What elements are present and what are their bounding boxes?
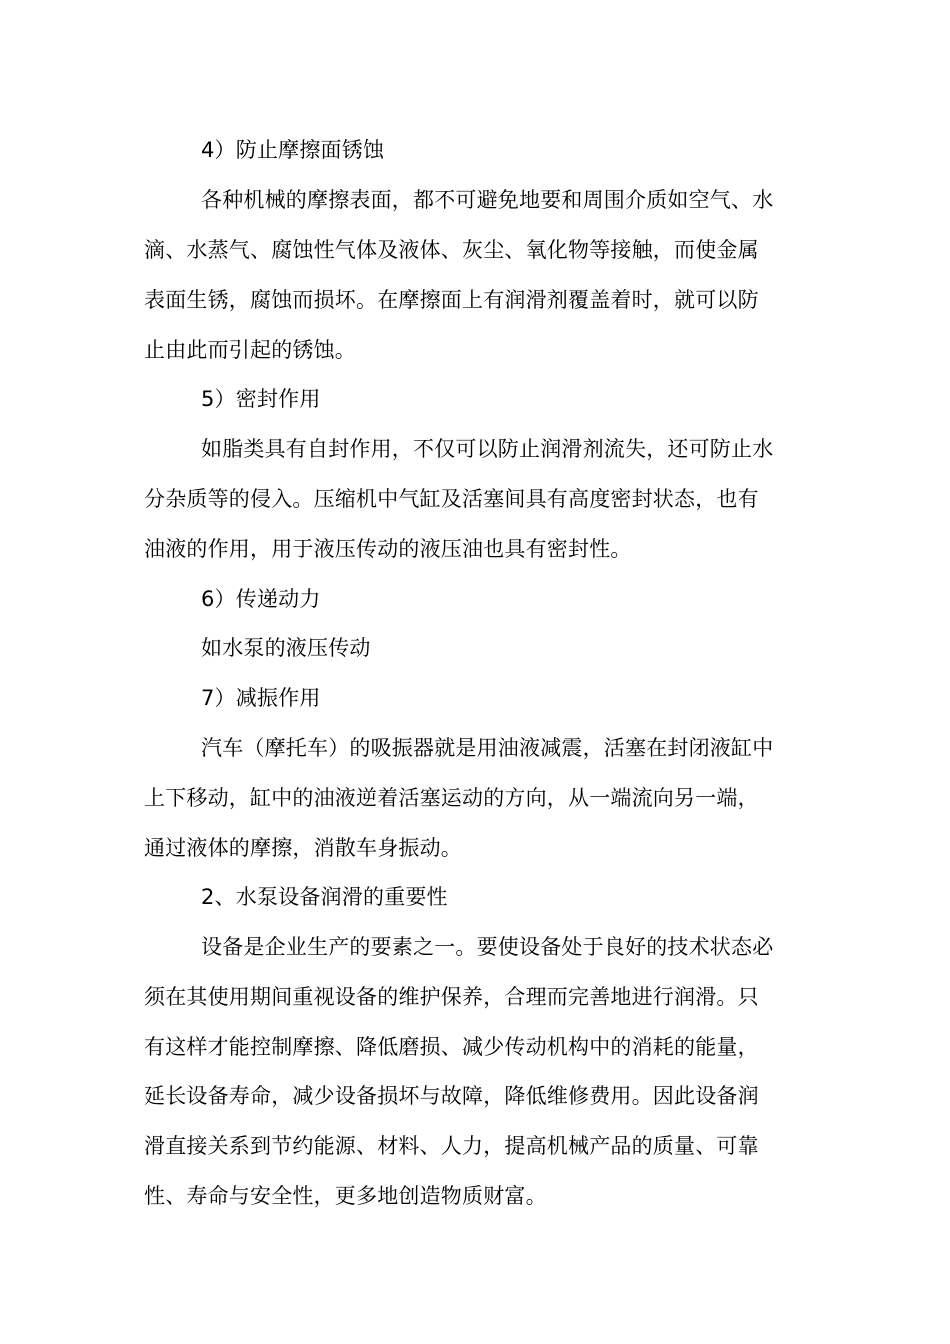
paragraph-line: 上下移动，缸中的油液逆着活塞运动的方向，从一端流向另一端， xyxy=(144,786,759,810)
paragraph-line: 性、寿命与安全性，更多地创造物质财富。 xyxy=(144,1184,547,1208)
paragraph-line: 须在其使用期间重视设备的维护保养，合理而完善地进行润滑。只 xyxy=(144,985,759,1009)
paragraph-line: 如脂类具有自封作用，不仅可以防止润滑剂流失，还可防止水 xyxy=(201,437,774,461)
paragraph-line: 滑直接关系到节约能源、材料、人力，提高机械产品的质量、可靠 xyxy=(144,1134,759,1158)
paragraph-line: 各种机械的摩擦表面，都不可避免地要和周围介质如空气、水 xyxy=(201,188,774,212)
paragraph-line: 分杂质等的侵入。压缩机中气缸及活塞间具有高度密封状态，也有 xyxy=(144,487,759,511)
paragraph-line: 油液的作用，用于液压传动的液压油也具有密封性。 xyxy=(144,537,632,561)
heading-7-damping: 7）减振作用 xyxy=(201,686,321,710)
paragraph-line: 表面生锈，腐蚀而损坏。在摩擦面上有润滑剂覆盖着时，就可以防 xyxy=(144,288,759,312)
section-heading-2-importance: 2、水泵设备润滑的重要性 xyxy=(201,885,448,909)
heading-5-sealing: 5）密封作用 xyxy=(201,387,321,411)
paragraph-line: 有这样才能控制摩擦、降低磨损、减少传动机构中的消耗的能量， xyxy=(144,1035,759,1059)
paragraph-line: 汽车（摩托车）的吸振器就是用油液减震，活塞在封闭液缸中 xyxy=(201,736,774,760)
heading-4-rust-prevention: 4）防止摩擦面锈蚀 xyxy=(201,138,385,162)
paragraph-line: 通过液体的摩擦，消散车身振动。 xyxy=(144,836,462,860)
heading-6-power-transmission: 6）传递动力 xyxy=(201,587,321,611)
paragraph-line: 滴、水蒸气、腐蚀性气体及液体、灰尘、氧化物等接触，而使金属 xyxy=(144,238,759,262)
paragraph-line: 设备是企业生产的要素之一。要使设备处于良好的技术状态必 xyxy=(201,935,774,959)
paragraph-line: 延长设备寿命，减少设备损坏与故障，降低维修费用。因此设备润 xyxy=(144,1084,759,1108)
paragraph-line: 止由此而引起的锈蚀。 xyxy=(144,338,356,362)
paragraph-line: 如水泵的液压传动 xyxy=(201,636,371,660)
